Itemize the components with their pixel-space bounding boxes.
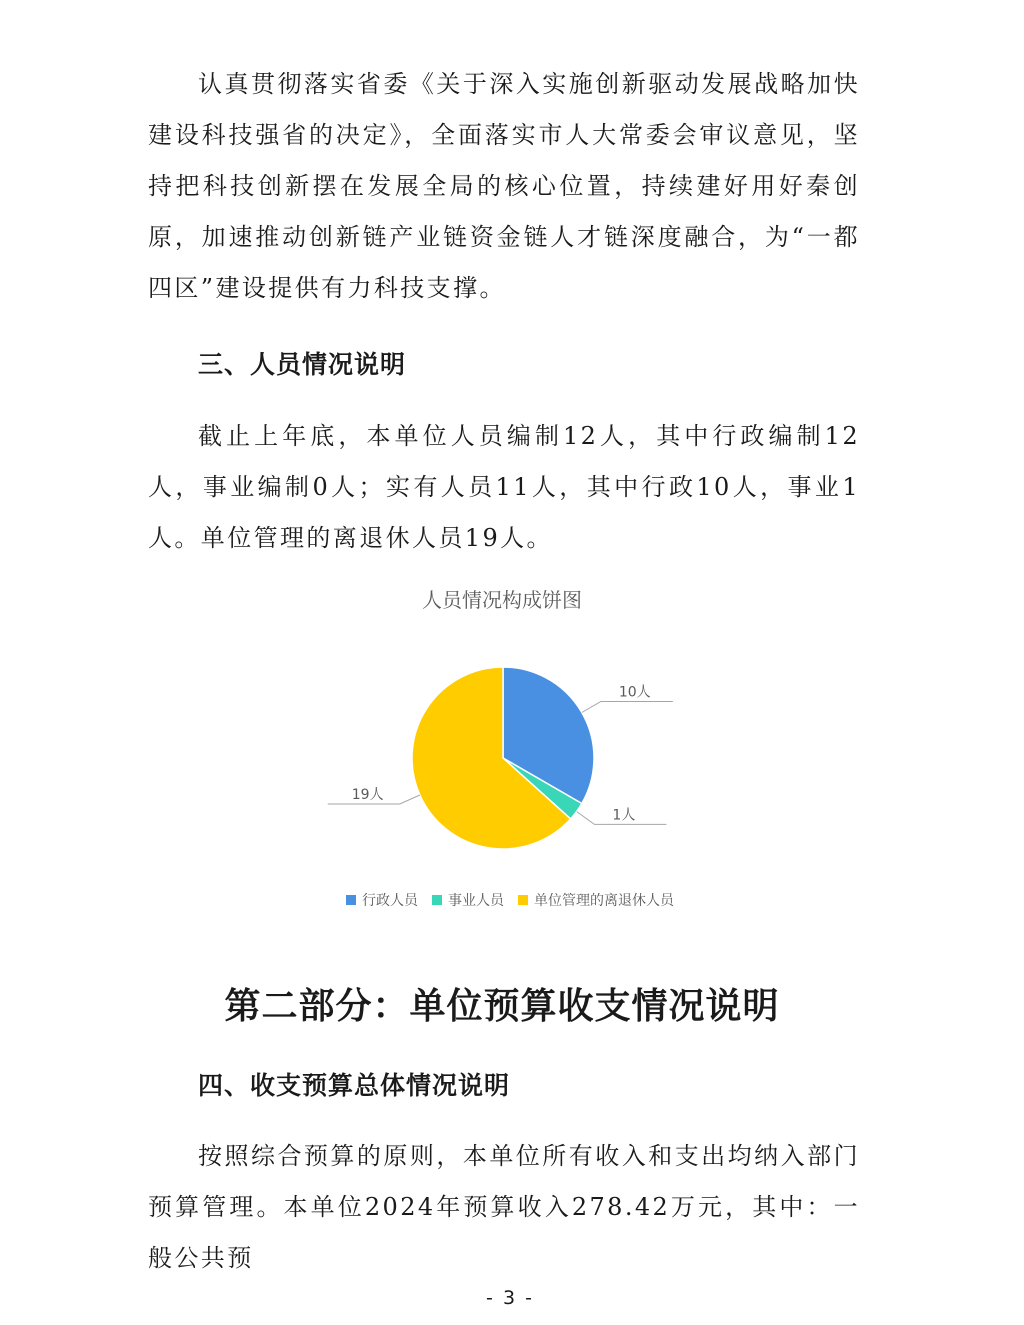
- data-label-admin: 10人: [618, 684, 651, 701]
- legend-label-retired: 单位管理的离退休人员: [534, 893, 674, 909]
- leader-line-admin: [582, 702, 673, 713]
- section-heading-budget: 四、收支预算总体情况说明: [198, 1071, 511, 1100]
- intro-paragraph: 认真贯彻落实省委《关于深入实施创新驱动发展战略加快建设科技强省的决定》，全面落实市人大常委会审议意见，坚持把科技创新摆在发展全局的核心位置，持续建好用好秦创原，加速推动创新链产业链资金链人才链深度融合，为“一都四区”建设提供有力科技支撑。: [148, 70, 860, 302]
- legend-swatch-admin: [346, 895, 356, 905]
- legend-label-institution: 事业人员: [448, 893, 504, 909]
- pie-chart: [0, 620, 1020, 880]
- legend-swatch-institution: [432, 895, 442, 905]
- page-number: - 3 -: [486, 1287, 534, 1309]
- chart-legend: [0, 890, 1020, 910]
- legend-item-institution: [432, 890, 504, 910]
- legend-item-admin: [346, 890, 418, 910]
- legend-swatch-retired: [518, 895, 528, 905]
- chart-title: 人员情况构成饼图: [422, 588, 582, 612]
- part-title: 第二部分：单位预算收支情况说明: [224, 986, 780, 1027]
- staff-paragraph: 截止上年底，本单位人员编制12人，其中行政编制12人，事业编制0人；实有人员11人，其中行政10人，事业1人。单位管理的离退休人员19人。: [148, 422, 860, 552]
- budget-paragraph: 按照综合预算的原则，本单位所有收入和支出均纳入部门预算管理。本单位2024年预算收入278.42万元，其中：一般公共预: [148, 1142, 860, 1272]
- data-label-institution: 1人: [612, 807, 636, 824]
- legend-label-admin: 行政人员: [362, 893, 418, 909]
- section-heading-staff: 三、人员情况说明: [198, 350, 407, 379]
- legend-item-retired: [518, 890, 674, 910]
- data-label-retired: 19人: [351, 786, 384, 803]
